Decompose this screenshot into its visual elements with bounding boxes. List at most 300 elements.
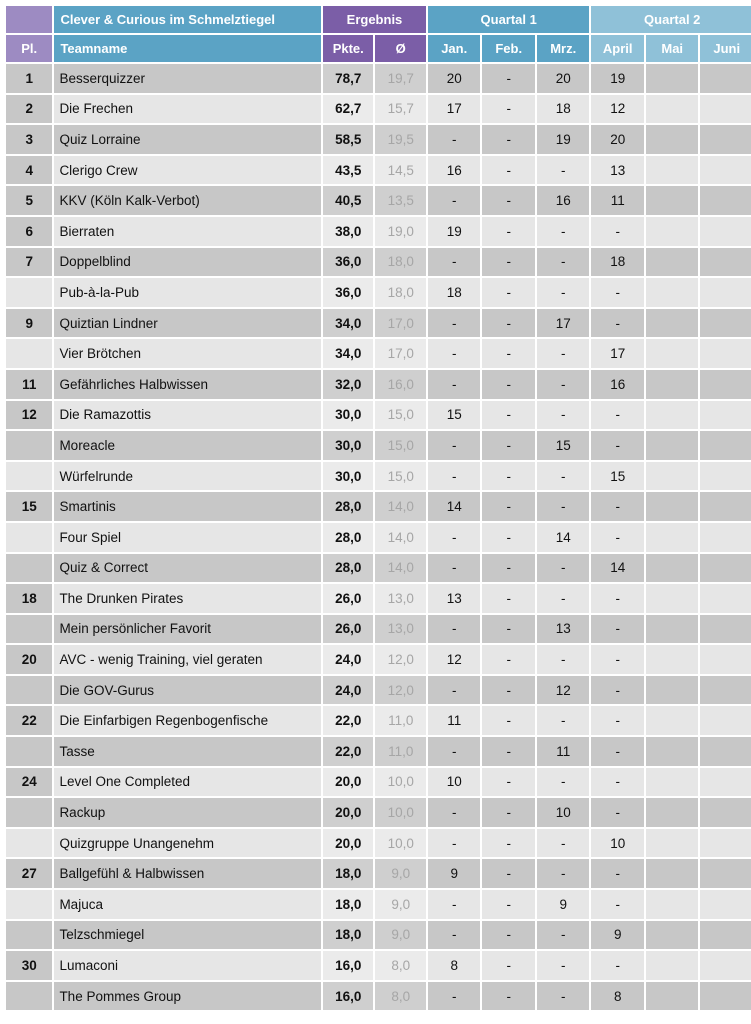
average-cell: 14,5: [375, 156, 425, 185]
juni-cell: [700, 615, 751, 644]
juni-cell: [700, 309, 751, 338]
mai-cell: [646, 890, 699, 919]
jan-cell: -: [428, 921, 481, 950]
feb-cell: -: [482, 921, 535, 950]
table-row: [6, 370, 751, 399]
points-cell: 40,5: [323, 186, 373, 215]
mrz-cell: 18: [537, 95, 590, 124]
mrz-cell: 15: [537, 431, 590, 460]
feb-cell: -: [482, 768, 535, 797]
col-header-jan: Jan.: [428, 35, 481, 62]
team-name-cell: AVC - wenig Training, viel geraten: [54, 645, 321, 674]
juni-cell: [700, 523, 751, 552]
juni-cell: [700, 278, 751, 307]
jan-cell: 17: [428, 95, 481, 124]
team-name-cell: Quizgruppe Unangenehm: [54, 829, 321, 858]
mai-cell: [646, 95, 699, 124]
average-cell: 12,0: [375, 645, 425, 674]
average-cell: 18,0: [375, 278, 425, 307]
average-cell: 10,0: [375, 829, 425, 858]
average-cell: 8,0: [375, 982, 425, 1011]
april-cell: -: [591, 676, 644, 705]
feb-cell: -: [482, 829, 535, 858]
col-header-feb: Feb.: [482, 35, 535, 62]
mrz-cell: 9: [537, 890, 590, 919]
rank-cell: 5: [6, 186, 52, 215]
average-cell: 19,5: [375, 125, 425, 154]
jan-cell: -: [428, 798, 481, 827]
average-cell: 14,0: [375, 492, 425, 521]
feb-cell: -: [482, 523, 535, 552]
mrz-cell: 14: [537, 523, 590, 552]
team-name-cell: Rackup: [54, 798, 321, 827]
points-cell: 22,0: [323, 706, 373, 735]
mai-cell: [646, 64, 699, 93]
feb-cell: -: [482, 615, 535, 644]
jan-cell: 14: [428, 492, 481, 521]
mai-cell: [646, 951, 699, 980]
juni-cell: [700, 370, 751, 399]
table-row: [6, 523, 751, 552]
team-name-cell: Telzschmiegel: [54, 921, 321, 950]
points-cell: 28,0: [323, 492, 373, 521]
average-cell: 8,0: [375, 951, 425, 980]
rank-cell: 6: [6, 217, 52, 246]
mrz-cell: 19: [537, 125, 590, 154]
col-header-juni: Juni: [700, 35, 751, 62]
april-cell: -: [591, 706, 644, 735]
mrz-cell: 11: [537, 737, 590, 766]
mrz-cell: -: [537, 982, 590, 1011]
april-cell: -: [591, 645, 644, 674]
rank-cell: 12: [6, 401, 52, 430]
april-cell: -: [591, 492, 644, 521]
col-header-pkte: Pkte.: [323, 35, 373, 62]
april-cell: 11: [591, 186, 644, 215]
table-row: [6, 676, 751, 705]
rank-cell: 27: [6, 859, 52, 888]
table-row: [6, 217, 751, 246]
team-name-cell: Lumaconi: [54, 951, 321, 980]
jan-cell: 16: [428, 156, 481, 185]
mrz-cell: 20: [537, 64, 590, 93]
april-cell: -: [591, 584, 644, 613]
team-name-cell: Die Ramazottis: [54, 401, 321, 430]
jan-cell: 20: [428, 64, 481, 93]
april-cell: -: [591, 523, 644, 552]
team-name-cell: The Drunken Pirates: [54, 584, 321, 613]
mai-cell: [646, 248, 699, 277]
feb-cell: -: [482, 462, 535, 491]
col-header-pl: Pl.: [6, 35, 52, 62]
table-row: [6, 339, 751, 368]
feb-cell: -: [482, 492, 535, 521]
mai-cell: [646, 431, 699, 460]
rank-cell: [6, 982, 52, 1011]
april-cell: 8: [591, 982, 644, 1011]
points-cell: 34,0: [323, 309, 373, 338]
juni-cell: [700, 95, 751, 124]
mai-cell: [646, 737, 699, 766]
rank-cell: 22: [6, 706, 52, 735]
juni-cell: [700, 462, 751, 491]
feb-cell: -: [482, 339, 535, 368]
points-cell: 30,0: [323, 401, 373, 430]
team-name-cell: Die Frechen: [54, 95, 321, 124]
points-cell: 30,0: [323, 431, 373, 460]
team-name-cell: Doppelblind: [54, 248, 321, 277]
april-cell: 12: [591, 95, 644, 124]
april-cell: -: [591, 890, 644, 919]
jan-cell: -: [428, 339, 481, 368]
mai-cell: [646, 645, 699, 674]
jan-cell: -: [428, 186, 481, 215]
team-name-cell: Clerigo Crew: [54, 156, 321, 185]
ranking-table: [4, 4, 751, 1012]
points-cell: 36,0: [323, 278, 373, 307]
average-cell: 14,0: [375, 523, 425, 552]
juni-cell: [700, 492, 751, 521]
average-cell: 15,0: [375, 401, 425, 430]
april-cell: -: [591, 309, 644, 338]
points-cell: 28,0: [323, 554, 373, 583]
feb-cell: -: [482, 186, 535, 215]
team-name-cell: Die GOV-Gurus: [54, 676, 321, 705]
mai-cell: [646, 125, 699, 154]
rank-cell: 18: [6, 584, 52, 613]
jan-cell: -: [428, 615, 481, 644]
table-row: [6, 401, 751, 430]
team-name-cell: KKV (Köln Kalk-Verbot): [54, 186, 321, 215]
jan-cell: 18: [428, 278, 481, 307]
quartal2-header: Quartal 2: [591, 6, 751, 33]
mai-cell: [646, 706, 699, 735]
jan-cell: -: [428, 523, 481, 552]
feb-cell: -: [482, 431, 535, 460]
average-cell: 19,7: [375, 64, 425, 93]
juni-cell: [700, 248, 751, 277]
jan-cell: -: [428, 829, 481, 858]
feb-cell: -: [482, 737, 535, 766]
table-row: [6, 125, 751, 154]
table-row: [6, 982, 751, 1011]
juni-cell: [700, 706, 751, 735]
table-row: [6, 248, 751, 277]
jan-cell: 15: [428, 401, 481, 430]
team-name-cell: The Pommes Group: [54, 982, 321, 1011]
team-name-cell: Moreacle: [54, 431, 321, 460]
points-cell: 38,0: [323, 217, 373, 246]
team-name-cell: Die Einfarbigen Regenbogenfische: [54, 706, 321, 735]
juni-cell: [700, 890, 751, 919]
table-body: [6, 64, 751, 1010]
rank-cell: [6, 462, 52, 491]
juni-cell: [700, 401, 751, 430]
quartal1-header: Quartal 1: [428, 6, 590, 33]
april-cell: 15: [591, 462, 644, 491]
mai-cell: [646, 370, 699, 399]
feb-cell: -: [482, 676, 535, 705]
table-row: [6, 492, 751, 521]
mai-cell: [646, 921, 699, 950]
points-cell: 24,0: [323, 676, 373, 705]
mai-cell: [646, 829, 699, 858]
jan-cell: -: [428, 676, 481, 705]
feb-cell: -: [482, 554, 535, 583]
juni-cell: [700, 982, 751, 1011]
mai-cell: [646, 462, 699, 491]
average-cell: 17,0: [375, 339, 425, 368]
april-cell: 20: [591, 125, 644, 154]
team-name-cell: Level One Completed: [54, 768, 321, 797]
rank-cell: 2: [6, 95, 52, 124]
april-cell: 16: [591, 370, 644, 399]
points-cell: 78,7: [323, 64, 373, 93]
jan-cell: 12: [428, 645, 481, 674]
feb-cell: -: [482, 890, 535, 919]
april-cell: 18: [591, 248, 644, 277]
mrz-cell: 17: [537, 309, 590, 338]
juni-cell: [700, 645, 751, 674]
rank-cell: 9: [6, 309, 52, 338]
april-cell: -: [591, 217, 644, 246]
juni-cell: [700, 859, 751, 888]
jan-cell: -: [428, 982, 481, 1011]
corner-cell: [6, 6, 52, 33]
table-row: [6, 462, 751, 491]
team-name-cell: Vier Brötchen: [54, 339, 321, 368]
rank-cell: [6, 431, 52, 460]
feb-cell: -: [482, 217, 535, 246]
mrz-cell: -: [537, 768, 590, 797]
mai-cell: [646, 798, 699, 827]
juni-cell: [700, 676, 751, 705]
average-cell: 14,0: [375, 554, 425, 583]
mrz-cell: -: [537, 645, 590, 674]
juni-cell: [700, 768, 751, 797]
juni-cell: [700, 798, 751, 827]
rank-cell: [6, 523, 52, 552]
points-cell: 20,0: [323, 798, 373, 827]
rank-cell: [6, 798, 52, 827]
average-cell: 15,0: [375, 431, 425, 460]
average-cell: 10,0: [375, 768, 425, 797]
rank-cell: 15: [6, 492, 52, 521]
team-name-cell: Quiz & Correct: [54, 554, 321, 583]
jan-cell: -: [428, 309, 481, 338]
jan-cell: -: [428, 737, 481, 766]
table-row: [6, 798, 751, 827]
feb-cell: -: [482, 706, 535, 735]
april-cell: 9: [591, 921, 644, 950]
mrz-cell: -: [537, 217, 590, 246]
mai-cell: [646, 309, 699, 338]
mrz-cell: -: [537, 554, 590, 583]
mrz-cell: 12: [537, 676, 590, 705]
table-row: [6, 278, 751, 307]
rank-cell: [6, 278, 52, 307]
table-row: [6, 186, 751, 215]
average-cell: 15,0: [375, 462, 425, 491]
feb-cell: -: [482, 309, 535, 338]
points-cell: 18,0: [323, 921, 373, 950]
juni-cell: [700, 125, 751, 154]
mrz-cell: -: [537, 492, 590, 521]
jan-cell: 11: [428, 706, 481, 735]
mai-cell: [646, 615, 699, 644]
mai-cell: [646, 339, 699, 368]
table-row: [6, 737, 751, 766]
juni-cell: [700, 156, 751, 185]
average-cell: 13,5: [375, 186, 425, 215]
table-row: [6, 431, 751, 460]
team-name-cell: Majuca: [54, 890, 321, 919]
points-cell: 36,0: [323, 248, 373, 277]
april-cell: 14: [591, 554, 644, 583]
team-name-cell: Quiz Lorraine: [54, 125, 321, 154]
header-row-top: [6, 6, 751, 33]
team-name-cell: Ballgefühl & Halbwissen: [54, 859, 321, 888]
average-cell: 11,0: [375, 706, 425, 735]
juni-cell: [700, 829, 751, 858]
mai-cell: [646, 982, 699, 1011]
mrz-cell: -: [537, 370, 590, 399]
team-name-cell: Würfelrunde: [54, 462, 321, 491]
rank-cell: 7: [6, 248, 52, 277]
juni-cell: [700, 554, 751, 583]
table-row: [6, 156, 751, 185]
jan-cell: -: [428, 125, 481, 154]
mai-cell: [646, 584, 699, 613]
mrz-cell: -: [537, 401, 590, 430]
mrz-cell: -: [537, 706, 590, 735]
mai-cell: [646, 186, 699, 215]
col-header-mai: Mai: [646, 35, 699, 62]
juni-cell: [700, 584, 751, 613]
table-row: [6, 768, 751, 797]
mai-cell: [646, 554, 699, 583]
mai-cell: [646, 156, 699, 185]
jan-cell: -: [428, 462, 481, 491]
feb-cell: -: [482, 798, 535, 827]
col-header-april: April: [591, 35, 644, 62]
feb-cell: -: [482, 645, 535, 674]
april-cell: 10: [591, 829, 644, 858]
points-cell: 18,0: [323, 859, 373, 888]
average-cell: 15,7: [375, 95, 425, 124]
feb-cell: -: [482, 370, 535, 399]
average-cell: 13,0: [375, 615, 425, 644]
average-cell: 16,0: [375, 370, 425, 399]
april-cell: -: [591, 859, 644, 888]
table-row: [6, 706, 751, 735]
feb-cell: -: [482, 248, 535, 277]
jan-cell: -: [428, 248, 481, 277]
team-name-cell: Tasse: [54, 737, 321, 766]
april-cell: -: [591, 737, 644, 766]
mrz-cell: -: [537, 339, 590, 368]
jan-cell: 19: [428, 217, 481, 246]
mai-cell: [646, 523, 699, 552]
table-row: [6, 921, 751, 950]
april-cell: 19: [591, 64, 644, 93]
team-name-cell: Pub-à-la-Pub: [54, 278, 321, 307]
table-row: [6, 829, 751, 858]
points-cell: 30,0: [323, 462, 373, 491]
average-cell: 9,0: [375, 890, 425, 919]
points-cell: 26,0: [323, 615, 373, 644]
points-cell: 18,0: [323, 890, 373, 919]
table-row: [6, 890, 751, 919]
jan-cell: 9: [428, 859, 481, 888]
rank-cell: 1: [6, 64, 52, 93]
mai-cell: [646, 401, 699, 430]
table-row: [6, 615, 751, 644]
juni-cell: [700, 186, 751, 215]
jan-cell: 10: [428, 768, 481, 797]
table-row: [6, 859, 751, 888]
team-name-cell: Smartinis: [54, 492, 321, 521]
mai-cell: [646, 217, 699, 246]
juni-cell: [700, 64, 751, 93]
average-cell: 18,0: [375, 248, 425, 277]
average-cell: 11,0: [375, 737, 425, 766]
jan-cell: -: [428, 554, 481, 583]
team-name-cell: Four Spiel: [54, 523, 321, 552]
april-cell: -: [591, 798, 644, 827]
rank-cell: 24: [6, 768, 52, 797]
mai-cell: [646, 676, 699, 705]
header-row-columns: [6, 35, 751, 62]
points-cell: 43,5: [323, 156, 373, 185]
juni-cell: [700, 921, 751, 950]
april-cell: -: [591, 278, 644, 307]
feb-cell: -: [482, 64, 535, 93]
jan-cell: 8: [428, 951, 481, 980]
mrz-cell: -: [537, 248, 590, 277]
mrz-cell: 16: [537, 186, 590, 215]
points-cell: 62,7: [323, 95, 373, 124]
table-row: [6, 645, 751, 674]
team-name-cell: Quiztian Lindner: [54, 309, 321, 338]
mrz-cell: -: [537, 462, 590, 491]
team-name-cell: Besserquizzer: [54, 64, 321, 93]
table-row: [6, 584, 751, 613]
ergebnis-header: Ergebnis: [323, 6, 426, 33]
mai-cell: [646, 278, 699, 307]
april-cell: -: [591, 431, 644, 460]
jan-cell: -: [428, 431, 481, 460]
mrz-cell: -: [537, 829, 590, 858]
april-cell: -: [591, 768, 644, 797]
feb-cell: -: [482, 951, 535, 980]
col-header-avg: Ø: [375, 35, 425, 62]
col-header-team: Teamname: [54, 35, 321, 62]
feb-cell: -: [482, 401, 535, 430]
col-header-mrz: Mrz.: [537, 35, 590, 62]
feb-cell: -: [482, 278, 535, 307]
juni-cell: [700, 951, 751, 980]
team-name-cell: Bierraten: [54, 217, 321, 246]
average-cell: 13,0: [375, 584, 425, 613]
mrz-cell: -: [537, 278, 590, 307]
mrz-cell: -: [537, 921, 590, 950]
mrz-cell: -: [537, 951, 590, 980]
points-cell: 32,0: [323, 370, 373, 399]
april-cell: -: [591, 401, 644, 430]
rank-cell: 3: [6, 125, 52, 154]
table-title: Clever & Curious im Schmelztiegel: [54, 6, 321, 33]
